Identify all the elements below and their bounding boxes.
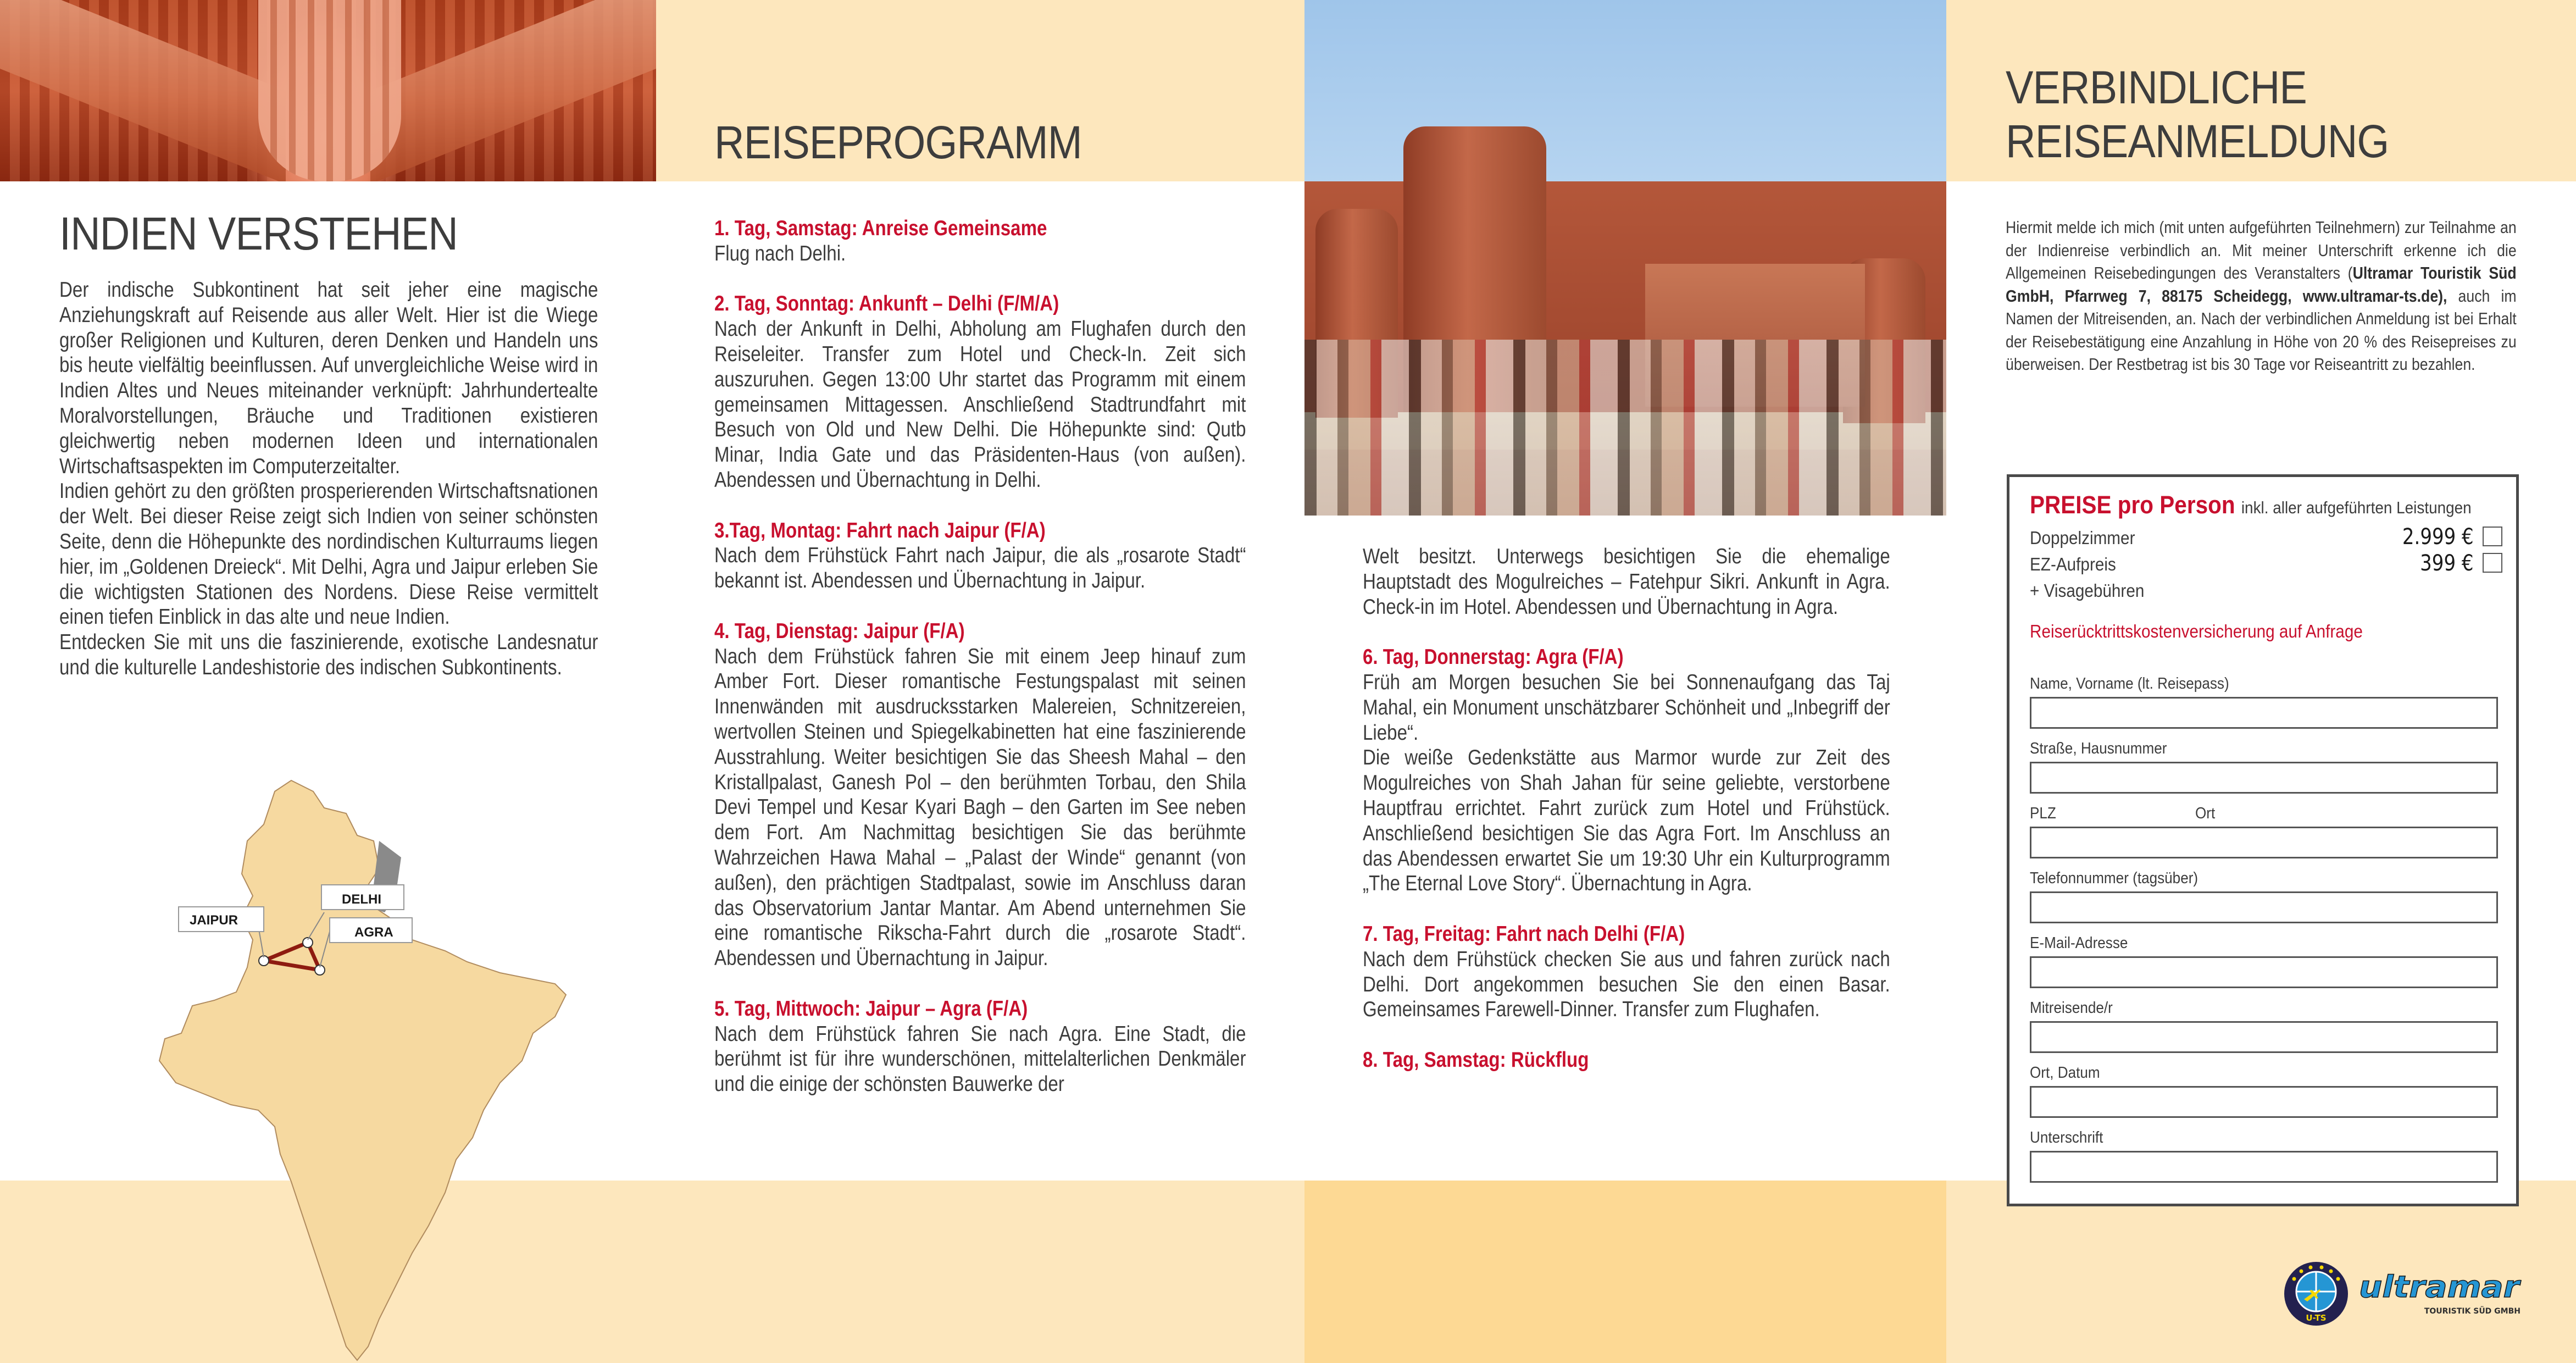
- panel1-title: INDIEN VERSTEHEN: [59, 208, 458, 259]
- day-item: [714, 619, 1246, 971]
- price-label: EZ-Aufpreis: [2030, 554, 2116, 574]
- intro-text: auch im Namen der Mitreisenden, an. Nach der verbindlichen Anmeldung ist bei Erhalt der Reisebestätigung eine Anzahlung in Höhe von 20 % des Reisepreises zu überweisen. Der Restbetrag ist bis 30 Tage vor Reiseantritt zu bezahlen.: [2006, 286, 2517, 374]
- tagline: TOURISTIK SÜD GMBH: [2424, 1307, 2521, 1316]
- field-label-signature: Unterschrift: [2030, 1129, 2103, 1146]
- price-value: 2.999 €: [2402, 524, 2474, 550]
- panel2-title: REISEPROGRAMM: [714, 117, 1082, 168]
- field-label-place-date: Ort, Datum: [2030, 1064, 2100, 1082]
- day-text: Flug nach Delhi.: [714, 241, 846, 265]
- place-date-field[interactable]: [2030, 1086, 2498, 1118]
- day-title: 5. Tag, Mittwoch: Jaipur – Agra (F/A): [714, 996, 1028, 1021]
- field-label-ort: Ort: [2195, 805, 2216, 822]
- field-label-street: Straße, Hausnummer: [2030, 740, 2167, 757]
- panel4-title-line1: VERBINDLICHE: [2006, 62, 2307, 113]
- india-map-svg: [148, 775, 599, 1363]
- panel1-paragraph: Entdecken Sie mit uns die faszinierende, exotische Landesnatur und die kulturelle Landeshistorie des indischen Subkontinents.: [59, 630, 598, 679]
- day-text: Nach dem Frühstück Fahrt nach Jaipur, die als „rosarote Stadt“ bekannt ist. Abendessen und Übernachtung in Jaipur.: [714, 544, 1246, 593]
- day-title: 3.Tag, Montag: Fahrt nach Jaipur (F/A): [714, 518, 1046, 542]
- itinerary-part2: [1363, 544, 1890, 1098]
- badge-text: U-TS: [2306, 1313, 2327, 1323]
- checkbox-doppelzimmer[interactable]: [2483, 527, 2502, 546]
- panel1-paragraph: Der indische Subkontinent hat seit jeher eine magische Anziehungskraft auf Reisende aus aller Welt. Hier ist die Wiege großer Religionen und Kulturen, deren Denken und Handeln uns bis heute vielfältig beeinflussen. Auf unvergleichliche Weise wird in Indien Altes und Neues miteinander verknüpft: Jahrhundertealte Moralvorstellungen, Bräuche und Traditionen existieren gleichwertig neben modernen Ideen und internationalen Wirtschaftsaspekten im Computerzeitalter.: [59, 278, 598, 478]
- panel4-title-line2: REISEANMELDUNG: [2006, 115, 2389, 167]
- panel1-paragraph: Indien gehört zu den größten prosperierenden Wirtschaftsnationen der Welt. Bei dieser Reise zeigt sich Indien von seiner schönsten Seite, denn die Höhepunkte des nordindischen Kulturraums liegen hier, im „Goldenen Dreieck“. Mit Delhi, Agra und Jaipur erleben Sie die wichtigsten Stationen des Nordens. Diese Reise vermittelt einen tiefen Einblick in das alte und neue Indien.: [59, 479, 598, 629]
- field-label-companion: Mitreisende/r: [2030, 999, 2113, 1017]
- day-text: Nach der Ankunft in Delhi, Abholung am Flughafen durch den Reiseleiter. Transfer zum Hotel und Check-In. Zeit sich auszuruhen. Gegen 13:00 Uhr startet das Programm mit einem gemeinsamen Mittagessen. Anschließend Stadtrundfahrt mit Besuch von Old und New Delhi. Die Höhepunkte sind: Qutb Minar, India Gate und das Präsidenten-Haus (von außen). Abendessen und Übernachtung in Delhi.: [714, 317, 1246, 492]
- day-title: 2. Tag, Sonntag: Ankunft – Delhi (F/M/A): [714, 292, 1059, 316]
- day-title: 1. Tag, Samstag: Anreise Gemeinsame: [714, 217, 1047, 240]
- organizer-address: Ultramar Touristik Süd GmbH, Pfarrweg 7, 88175 Scheidegg, www.ultramar-ts.de),: [2006, 263, 2517, 306]
- day-title: 6. Tag, Donnerstag: Agra (F/A): [1363, 645, 1624, 669]
- day-title: 7. Tag, Freitag: Fahrt nach Delhi (F/A): [1363, 922, 1685, 946]
- registration-intro: [2006, 216, 2517, 376]
- price-value: 399 €: [2420, 551, 2474, 576]
- ultramar-logo: [2283, 1260, 2558, 1334]
- panel1-body: [59, 278, 598, 680]
- field-label-name: Name, Vorname (lt. Reisepass): [2030, 675, 2229, 692]
- insurance-note: Reiserücktrittskostenversicherung auf Anfrage: [2030, 621, 2363, 641]
- day-continuation: [1363, 544, 1890, 619]
- day-text: Nach dem Frühstück checken Sie aus und fahren zurück nach Delhi. Dort angekommen besuchen Sie den einen Basar. Gemeinsames Farewell-Dinner. Transfer zum Flughafen.: [1363, 947, 1890, 1022]
- day-title: 8. Tag, Samstag: Rückflug: [1363, 1048, 1589, 1072]
- day-item: [714, 216, 1246, 267]
- street-field[interactable]: [2030, 762, 2498, 794]
- day-text: Nach dem Frühstück fahren Sie mit einem Jeep hinauf zum Amber Fort. Dieser romantische Festungspalast mit seinen Innenwänden mit ausdrucksstarken Malereien, Schnitzereien, wertvollen Steinen und Spiegelkabinetten hat eine faszinierende Ausstrahlung. Weiter besichtigen Sie das Sheesh Mahal – den Kristallpalast, Ganesh Pol – den berühmten Torbau, den Shila Devi Tempel und Kesar Kyari Bagh – den Garten im See neben dem Fort. Am Nachmittag besichtigen Sie das berühmte Wahrzeichen Hawa Mahal – „Palast der Winde“ genannt (von außen), den prächtigen Stadtpalast, sowie im Anschluss daran das Observatorium Jantar Mantar. Am Abend unternehmen Sie eine romantische Rikscha-Fahrt durch die „rosarote Stadt“. Abendessen und Übernachtung in Jaipur.: [714, 644, 1246, 971]
- intro-text: Hiermit melde ich mich (mit unten aufgeführten Teilnehmern) zur Teilnahme an der Indienreise verbindlich an. Mit meiner Unterschrift erkenne ich die Allgemeinen Reisebedingungen des Veranstalters (: [2006, 218, 2517, 282]
- day-item: [714, 996, 1246, 1097]
- day-item: [714, 518, 1246, 594]
- day-text: Welt besitzt. Unterwegs besichtigen Sie die ehemalige Hauptstadt des Mogulreiches – Fatehpur Sikri. Ankunft in Agra. Check-in im Hotel. Abendessen und Übernachtung in Agra.: [1363, 545, 1890, 619]
- companion-field[interactable]: [2030, 1021, 2498, 1053]
- map-label-agra: AGRA: [354, 925, 393, 940]
- phone-field[interactable]: [2030, 891, 2498, 923]
- india-map: [148, 775, 599, 1363]
- visa-fee-note: + Visagebühren: [2030, 580, 2145, 601]
- photo-carved-pillar: [0, 0, 656, 181]
- day-text: Nach dem Frühstück fahren Sie nach Agra. Eine Stadt, die berühmt ist für ihre wunderschönen, mittelalterlichen Denkmäler und die einige der schönsten Bauwerke der: [714, 1022, 1246, 1096]
- map-label-delhi: DELHI: [342, 892, 381, 907]
- signature-field[interactable]: [2030, 1151, 2498, 1183]
- day-text: Früh am Morgen besuchen Sie bei Sonnenaufgang das Taj Mahal, ein Monument unschätzbarer Schönheit und „Inbegriff der Liebe“.: [1363, 670, 1890, 745]
- map-label-jaipur: JAIPUR: [190, 913, 238, 928]
- field-label-phone: Telefonnummer (tagsüber): [2030, 869, 2199, 887]
- wordmark: ultramar: [2359, 1270, 2522, 1304]
- itinerary-part1: [714, 216, 1246, 1122]
- day-item: [714, 291, 1246, 492]
- email-field[interactable]: [2030, 956, 2498, 988]
- plz-ort-field[interactable]: [2030, 827, 2498, 858]
- field-label-plz: PLZ: [2030, 805, 2056, 822]
- name-field[interactable]: [2030, 697, 2498, 729]
- footer-band-panel3: [1304, 1181, 1946, 1363]
- checkbox-ez-aufpreis[interactable]: [2483, 553, 2502, 573]
- registration-form: [2007, 474, 2519, 1206]
- day-item: [1363, 645, 1890, 896]
- day-item: [1363, 922, 1890, 1022]
- day-item: [1363, 1048, 1890, 1073]
- prices-heading: [2030, 491, 2472, 519]
- logo-svg: [2283, 1260, 2558, 1331]
- price-label: Doppelzimmer: [2030, 528, 2135, 548]
- prices-heading-sub: inkl. aller aufgeführten Leistungen: [2241, 498, 2472, 517]
- photo-red-fort: [1304, 0, 1946, 516]
- india-outline: [159, 780, 566, 1360]
- prices-heading-text: PREISE pro Person: [2030, 491, 2235, 519]
- day-title: 4. Tag, Dienstag: Jaipur (F/A): [714, 619, 965, 643]
- day-text: Die weiße Gedenkstätte aus Marmor wurde zur Zeit des Mogulreiches von Shah Jahan für seine geliebte, verstorbene Hauptfrau errichtet. Fahrt zurück zum Hotel und Frühstück. Anschließend besichtigen Sie das Agra Fort. Im Anschluss an das Abendessen erwartet Sie um 19:30 Uhr ein Kulturprogramm „The Eternal Love Story“. Übernachtung in Agra.: [1363, 746, 1890, 896]
- field-label-email: E-Mail-Adresse: [2030, 934, 2128, 952]
